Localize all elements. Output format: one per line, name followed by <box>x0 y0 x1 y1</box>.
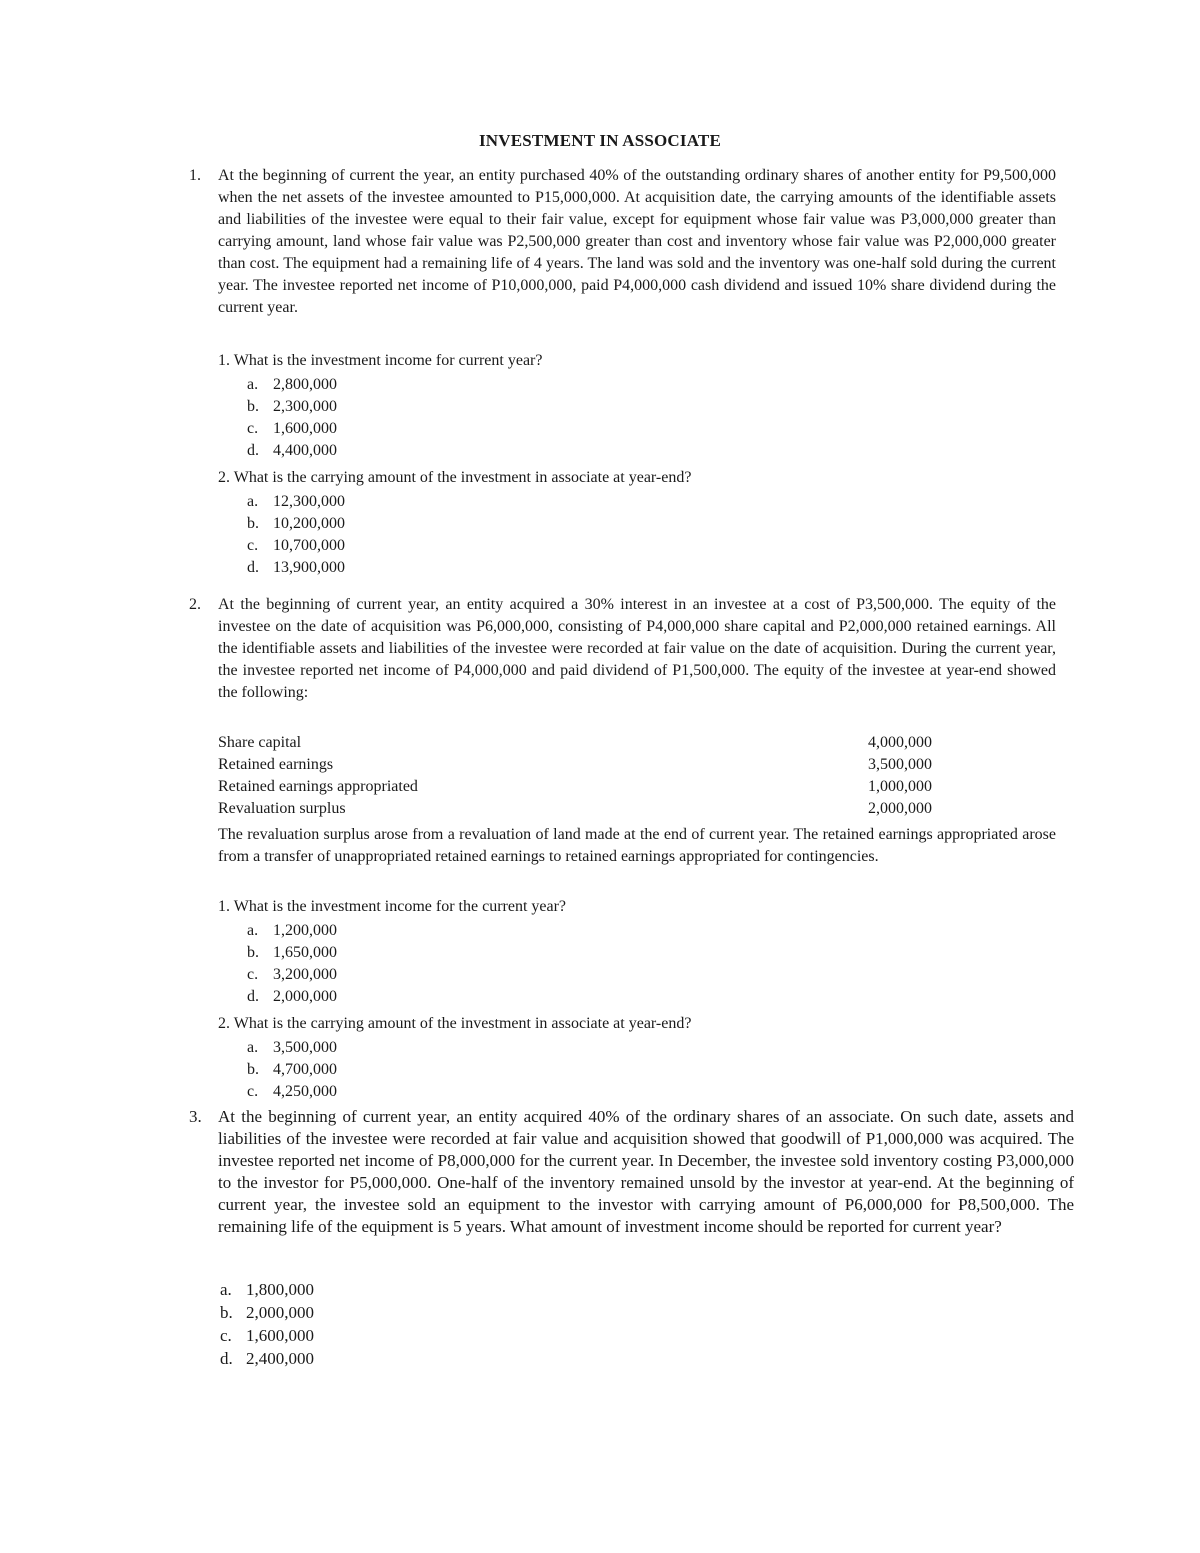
question-text: What is the carrying amount of the investment in associate at year-end? <box>233 1015 692 1032</box>
problem-1-question-1 <box>218 350 542 372</box>
option <box>247 557 345 579</box>
equity-label: Share capital <box>218 734 302 751</box>
option <box>247 942 337 964</box>
option-value: 13,900,000 <box>273 559 345 576</box>
option-letter: d. <box>220 1349 233 1368</box>
option-letter: c. <box>247 966 259 983</box>
equity-value: 4,000,000 <box>868 734 932 751</box>
problem-3-text: At the beginning of current year, an entity acquired 40% of the ordinary shares of an associate. On such date, assets and liabilities of the investee were recorded at fair value and acquisition showed that goodwill of P1,000,000 was acquired. The investee reported net income of P8,000,000 for the current year. In December, the investee sold inventory costing P3,000,000 to the investor for P5,000,000. One-half of the inventory remained unsold by the investor at year-end. At the beginning of current year, the investee sold an equipment to the investor with carrying amount of P6,000,000 for P8,500,000. The remaining life of the equipment is 5 years. What amount of investment income should be reported for current year? <box>218 1107 1074 1236</box>
question-text: What is the carrying amount of the investment in associate at year-end? <box>233 469 692 486</box>
option-value: 10,200,000 <box>273 515 345 532</box>
option-value: 1,600,000 <box>273 420 337 437</box>
option <box>247 535 345 557</box>
option <box>247 986 337 1008</box>
option-value: 3,500,000 <box>273 1039 337 1056</box>
option-letter: b. <box>247 515 259 532</box>
option-letter: b. <box>247 1061 259 1078</box>
option-letter: a. <box>220 1280 232 1299</box>
option-letter: b. <box>247 944 259 961</box>
option-value: 12,300,000 <box>273 493 345 510</box>
option-value: 2,800,000 <box>273 376 337 393</box>
option-value: 2,000,000 <box>246 1303 314 1322</box>
option-letter: d. <box>247 442 259 459</box>
option <box>247 396 337 418</box>
option <box>247 418 337 440</box>
equity-label: Revaluation surplus <box>218 800 346 817</box>
problem-1-number: 1. <box>189 167 201 184</box>
option-value: 1,650,000 <box>273 944 337 961</box>
option-value: 10,700,000 <box>273 537 345 554</box>
option-value: 1,200,000 <box>273 922 337 939</box>
question-number: 2. <box>218 469 230 486</box>
option-letter: d. <box>247 559 259 576</box>
option-letter: a. <box>247 1039 259 1056</box>
equity-value: 1,000,000 <box>868 778 932 795</box>
question-number: 2. <box>218 1015 230 1032</box>
problem-2-text: At the beginning of current year, an entity acquired a 30% interest in an investee at a cost of P3,500,000. The equity of the investee on the date of acquisition was P6,000,000, consisting of P4,000,000 share capital and P2,000,000 retained earnings. All the identifiable assets and liabilities of the investee were recorded at fair value on the date of acquisition. During the current year, the investee reported net income of P4,000,000 and paid dividend of P1,500,000. The equity of the investee at year-end showed the following: <box>218 596 1056 701</box>
question-text: What is the investment income for the current year? <box>233 898 567 915</box>
question-number: 1. <box>218 898 230 915</box>
option <box>220 1348 314 1370</box>
option-value: 1,800,000 <box>246 1280 314 1299</box>
option <box>247 1059 337 1081</box>
option-letter: c. <box>220 1326 232 1345</box>
option-letter: a. <box>247 493 259 510</box>
page-title: INVESTMENT IN ASSOCIATE <box>478 131 722 150</box>
option-letter: a. <box>247 922 259 939</box>
option-letter: d. <box>247 988 259 1005</box>
option <box>220 1325 314 1347</box>
option-value: 4,400,000 <box>273 442 337 459</box>
problem-2-note: The revaluation surplus arose from a revaluation of land made at the end of current year. The retained earnings appropriated arose from a transfer of unappropriated retained earnings to retained earnings appropriated for contingencies. <box>218 826 1056 865</box>
option-letter: a. <box>247 376 259 393</box>
equity-value: 3,500,000 <box>868 756 932 773</box>
option-letter: b. <box>220 1303 233 1322</box>
option-letter: b. <box>247 398 259 415</box>
option <box>220 1279 314 1301</box>
problem-1-text: At the beginning of current the year, an entity purchased 40% of the outstanding ordinary shares of another entity for P9,500,000 when the net assets of the investee amounted to P15,000,000. At acquisition date, the carrying amounts of the identifiable assets and liabilities of the investee were equal to their fair value, except for equipment whose fair value was P3,000,000 greater than carrying amount, land whose fair value was P2,500,000 greater than cost and inventory whose fair value was P2,000,000 greater than cost. The equipment had a remaining life of 4 years. The land was sold and the inventory was one-half sold during the current year. The investee reported net income of P10,000,000, paid P4,000,000 cash dividend and issued 10% share dividend during the current year. <box>218 167 1056 316</box>
problem-3-number: 3. <box>189 1107 202 1126</box>
question-text: What is the investment income for current year? <box>233 352 543 369</box>
option-value: 2,300,000 <box>273 398 337 415</box>
question-number: 1. <box>218 352 230 369</box>
option <box>247 440 337 462</box>
option-value: 2,000,000 <box>273 988 337 1005</box>
problem-1-question-2 <box>218 467 691 489</box>
option-letter: c. <box>247 1083 259 1100</box>
option <box>247 920 337 942</box>
option-value: 3,200,000 <box>273 966 337 983</box>
problem-2-question-2 <box>218 1013 691 1035</box>
option <box>247 374 337 396</box>
option-letter: c. <box>247 420 259 437</box>
option-value: 4,250,000 <box>273 1083 337 1100</box>
problem-2-question-1 <box>218 896 566 918</box>
option-value: 2,400,000 <box>246 1349 314 1368</box>
option-letter: c. <box>247 537 259 554</box>
option <box>247 1037 337 1059</box>
equity-label: Retained earnings <box>218 756 334 773</box>
equity-value: 2,000,000 <box>868 800 932 817</box>
option <box>247 964 337 986</box>
equity-label: Retained earnings appropriated <box>218 778 418 795</box>
option <box>247 513 345 535</box>
option <box>220 1302 314 1324</box>
option-value: 4,700,000 <box>273 1061 337 1078</box>
problem-2-number: 2. <box>189 596 201 613</box>
option <box>247 1081 337 1103</box>
option <box>247 491 345 513</box>
option-value: 1,600,000 <box>246 1326 314 1345</box>
